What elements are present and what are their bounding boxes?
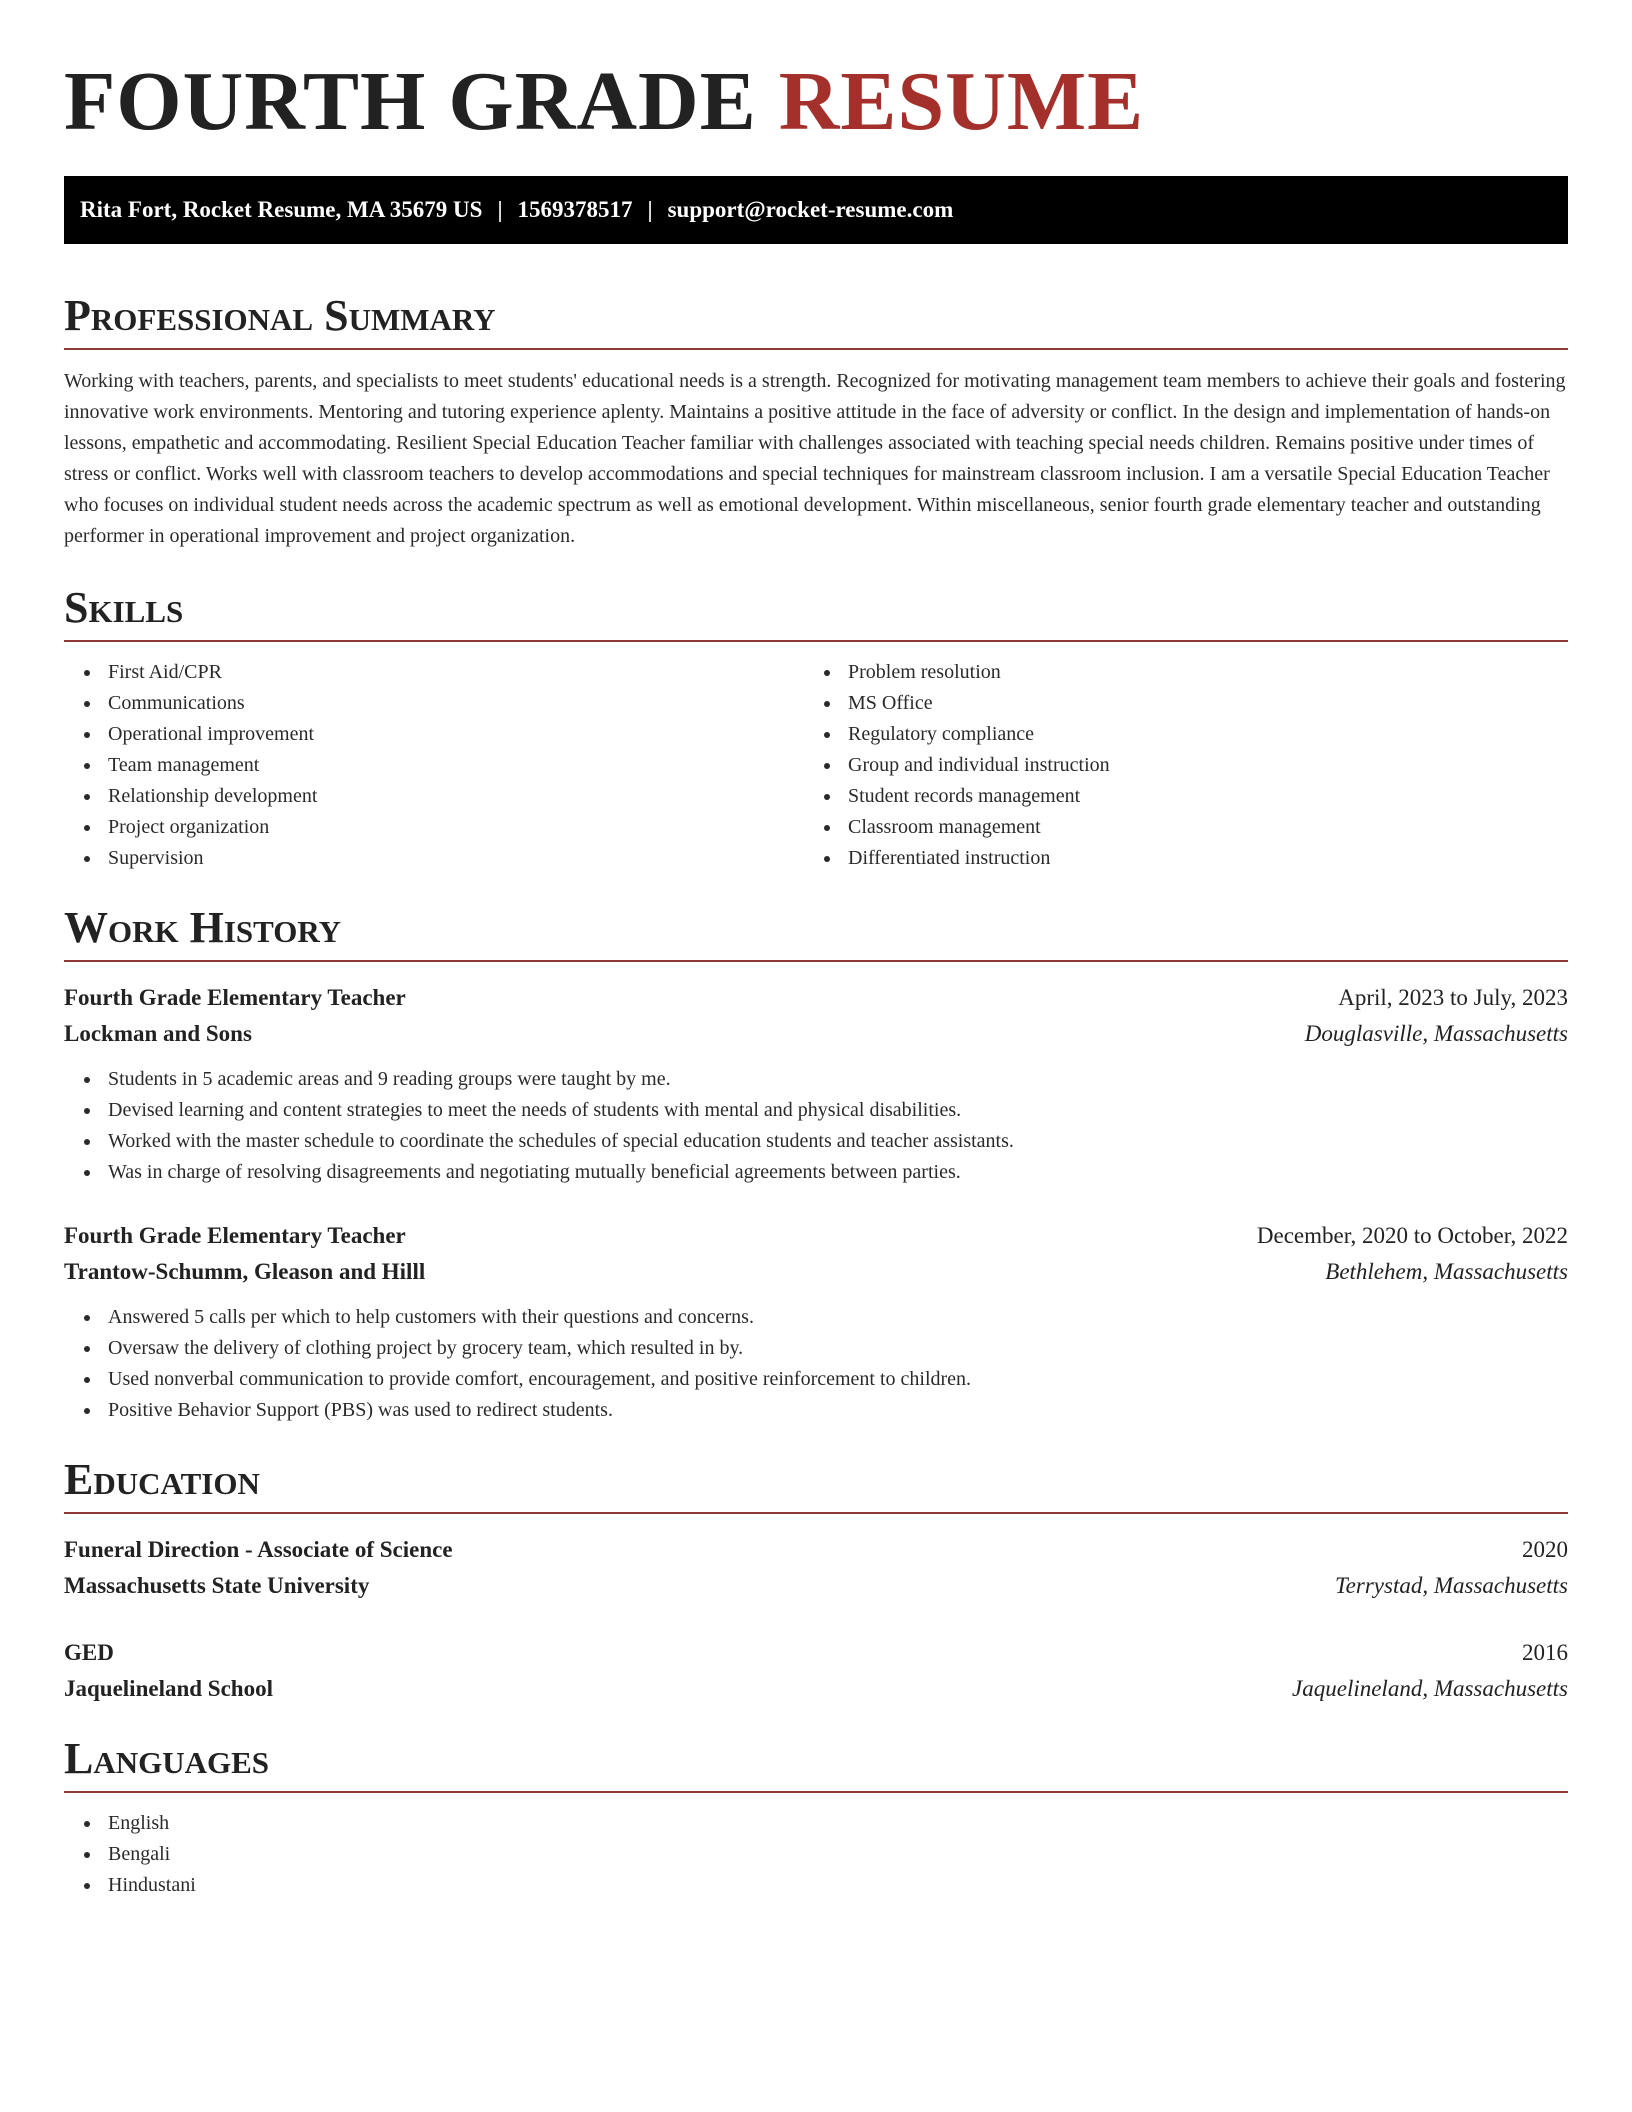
skill-item: Supervision	[64, 843, 804, 874]
job-company: Lockman and Sons	[64, 1021, 252, 1046]
title-accent: RESUME	[778, 55, 1145, 148]
job-bullets	[64, 1064, 1568, 1188]
job-bullets	[64, 1302, 1568, 1426]
section-divider	[64, 348, 1568, 350]
education-section	[64, 1454, 1568, 1707]
skills-grid	[64, 657, 1568, 874]
job-header-row	[64, 980, 1568, 1016]
skill-item: MS Office	[804, 688, 1544, 719]
education-year: 2020	[1522, 1537, 1568, 1562]
contact-separator: |	[647, 197, 653, 222]
job-entry	[64, 980, 1568, 1188]
education-location: Terrystad, Massachusetts	[1335, 1573, 1568, 1598]
education-school: Jaquelineland School	[64, 1676, 273, 1701]
work-history-heading: Work History	[64, 903, 342, 952]
job-bullet: Worked with the master schedule to coordinate the schedules of special education students and teacher assistants.	[64, 1126, 1568, 1157]
skill-item: Differentiated instruction	[804, 843, 1544, 874]
skills-heading: Skills	[64, 583, 184, 632]
contact-address: Rita Fort, Rocket Resume, MA 35679 US	[80, 197, 483, 222]
language-item: Hindustani	[64, 1870, 1568, 1901]
skill-item: Regulatory compliance	[804, 719, 1544, 750]
languages-section	[64, 1733, 1568, 1901]
education-header-row	[64, 1635, 1568, 1671]
resume-title	[64, 0, 1568, 148]
summary-section	[64, 290, 1568, 552]
contact-bar	[64, 176, 1568, 244]
summary-heading: Professional Summary	[64, 291, 496, 340]
skill-item: Relationship development	[64, 781, 804, 812]
job-entry	[64, 1218, 1568, 1426]
job-dates: April, 2023 to July, 2023	[1338, 985, 1568, 1010]
job-bullet: Was in charge of resolving disagreements and negotiating mutually beneficial agreements between parties.	[64, 1157, 1568, 1188]
job-bullet: Oversaw the delivery of clothing project by grocery team, which resulted in by.	[64, 1333, 1568, 1364]
work-history-section	[64, 902, 1568, 1426]
summary-text: Working with teachers, parents, and specialists to meet students' educational needs is a strength. Recognized for motivating management team members to achieve their goals and fostering innovative work environments. Mentoring and tutoring experience aplenty. Maintains a positive attitude in the face of adversity or conflict. In the design and implementation of hands-on lessons, empathetic and accommodating. Resilient Special Education Teacher familiar with challenges associated with teaching special needs children. Remains positive under times of stress or conflict. Works well with classroom teachers to develop accommodations and special techniques for mainstream classroom inclusion. I am a versatile Special Education Teacher who focuses on individual student needs across the academic spectrum as well as emotional development. Within miscellaneous, senior fourth grade elementary teacher and outstanding performer in operational improvement and project organization.	[64, 370, 1566, 547]
skill-item: First Aid/CPR	[64, 657, 804, 688]
education-location: Jaquelineland, Massachusetts	[1292, 1676, 1568, 1701]
education-school: Massachusetts State University	[64, 1573, 370, 1598]
contact-email: support@rocket-resume.com	[667, 197, 954, 222]
skills-list-right	[804, 657, 1544, 874]
job-dates: December, 2020 to October, 2022	[1256, 1223, 1568, 1248]
education-header-row	[64, 1532, 1568, 1568]
language-item: English	[64, 1808, 1568, 1839]
skill-item: Team management	[64, 750, 804, 781]
education-school-row	[64, 1671, 1568, 1707]
skill-item: Communications	[64, 688, 804, 719]
skills-section	[64, 582, 1568, 874]
job-company: Trantow-Schumm, Gleason and Hilll	[64, 1259, 426, 1284]
section-divider	[64, 640, 1568, 642]
skill-item: Operational improvement	[64, 719, 804, 750]
job-header-row	[64, 1218, 1568, 1254]
job-title: Fourth Grade Elementary Teacher	[64, 1223, 406, 1248]
job-location: Douglasville, Massachusetts	[1304, 1021, 1568, 1046]
education-heading: Education	[64, 1455, 260, 1504]
education-degree: GED	[64, 1640, 114, 1665]
education-year: 2016	[1522, 1640, 1568, 1665]
education-entry	[64, 1532, 1568, 1604]
education-school-row	[64, 1568, 1568, 1604]
contact-phone: 1569378517	[517, 197, 633, 222]
skills-list-left	[64, 657, 804, 874]
title-main: FOURTH GRADE	[64, 55, 757, 148]
resume-page	[64, 0, 1568, 1901]
job-bullet: Students in 5 academic areas and 9 reading groups were taught by me.	[64, 1064, 1568, 1095]
job-bullet: Used nonverbal communication to provide comfort, encouragement, and positive reinforcement to children.	[64, 1364, 1568, 1395]
education-degree: Funeral Direction - Associate of Science	[64, 1537, 453, 1562]
section-divider	[64, 960, 1568, 962]
job-location: Bethlehem, Massachusetts	[1325, 1259, 1568, 1284]
job-company-row	[64, 1254, 1568, 1290]
job-bullet: Answered 5 calls per which to help customers with their questions and concerns.	[64, 1302, 1568, 1333]
skill-item: Project organization	[64, 812, 804, 843]
languages-list	[64, 1808, 1568, 1901]
skill-item: Student records management	[804, 781, 1544, 812]
contact-separator: |	[497, 197, 503, 222]
skill-item: Classroom management	[804, 812, 1544, 843]
language-item: Bengali	[64, 1839, 1568, 1870]
section-divider	[64, 1512, 1568, 1514]
job-bullet: Positive Behavior Support (PBS) was used to redirect students.	[64, 1395, 1568, 1426]
education-entry	[64, 1635, 1568, 1707]
languages-heading: Languages	[64, 1734, 270, 1783]
skill-item: Problem resolution	[804, 657, 1544, 688]
job-company-row	[64, 1016, 1568, 1052]
job-bullet: Devised learning and content strategies to meet the needs of students with mental and physical disabilities.	[64, 1095, 1568, 1126]
section-divider	[64, 1791, 1568, 1793]
job-title: Fourth Grade Elementary Teacher	[64, 985, 406, 1010]
skill-item: Group and individual instruction	[804, 750, 1544, 781]
